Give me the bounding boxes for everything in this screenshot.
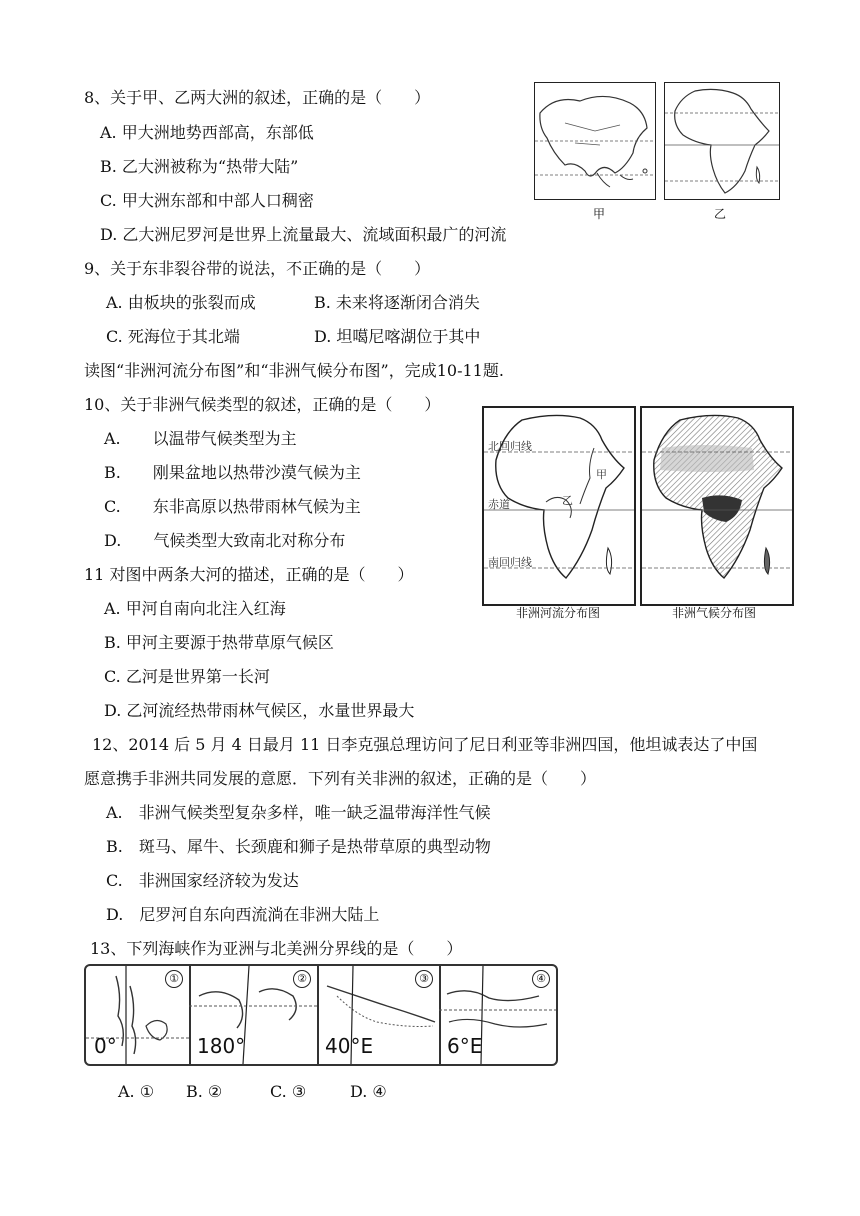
q8-option-a: A. 甲大洲地势西部高，东部低 [100,123,314,142]
label-river-jia: 甲 [596,468,607,481]
q13-stem: 13、下列海峡作为亚洲与北美洲分界线的是（ ） [90,939,463,958]
q10-stem: 10、关于非洲气候类型的叙述，正确的是（ ） [84,395,441,414]
q9-option-b: B. 未来将逐渐闭合消失 [314,293,480,312]
q13-option-d: D. ④ [350,1082,387,1101]
q12-stem-line1: 12、2014 后 5 月 4 日最月 11 日李克强总理访问了尼日利亚等非洲四国，他坦诚表达了中国 [92,735,758,754]
q12-option-c: C. 非洲国家经济较为发达 [106,871,299,890]
africa-river-map [482,406,636,606]
q9-option-d: D. 坦噶尼喀湖位于其中 [314,327,481,346]
africa-climate-map [640,406,794,606]
label-river-yi: 乙 [562,494,573,507]
intro-q10-11: 读图“非洲河流分布图”和“非洲气候分布图”，完成10-11题. [84,361,504,380]
africa-map-small-drawing [665,83,779,199]
strait-panel-2 [189,966,319,1064]
q11-option-d: D. 乙河流经热带雨林气候区，水量世界最大 [104,701,415,720]
q8-option-b: B. 乙大洲被称为“热带大陆” [100,157,299,176]
label-tropic-capricorn: 南回归线 [488,556,532,569]
q10-option-b: B. 刚果盆地以热带沙漠气候为主 [104,463,361,482]
asia-map [534,82,656,200]
panel-4-longitude: 6°E [447,1034,483,1058]
q10-option-d: D. 气候类型大致南北对称分布 [104,531,346,550]
q12-option-a: A. 非洲气候类型复杂多样，唯一缺乏温带海洋性气候 [106,803,491,822]
q11-option-a: A. 甲河自南向北注入红海 [104,599,286,618]
africa-climate-drawing [642,408,792,604]
panel-4-number: ④ [532,970,550,988]
q11-stem: 11 对图中两条大河的描述，正确的是（ ） [84,565,414,584]
africa-map-small [664,82,780,200]
panel-3-longitude: 40°E [325,1034,374,1058]
q9-option-c: C. 死海位于其北端 [106,327,240,346]
q13-option-a: A. ① [118,1082,155,1101]
panel-1-number: ① [165,970,183,988]
asia-map-drawing [535,83,655,199]
q12-option-b: B. 斑马、犀牛、长颈鹿和狮子是热带草原的典型动物 [106,837,491,856]
q8-stem: 8、关于甲、乙两大洲的叙述，正确的是（ ） [84,88,431,107]
panel-2-number: ② [293,970,311,988]
label-tropic-cancer: 北回归线 [488,440,532,453]
q12-option-d: D. 尼罗河自东向西流淌在非洲大陆上 [106,905,380,924]
q11-option-c: C. 乙河是世界第一长河 [104,667,270,686]
q13-option-b: B. ② [186,1082,223,1101]
q9-stem: 9、关于东非裂谷带的说法，不正确的是（ ） [84,259,431,278]
q9-option-a: A. 由板块的张裂而成 [106,293,256,312]
strait-panel-3 [317,966,441,1064]
q11-option-b: B. 甲河主要源于热带草原气候区 [104,633,334,652]
panel-3-number: ③ [415,970,433,988]
q8-option-c: C. 甲大洲东部和中部人口稠密 [100,191,314,210]
q12-stem-line2: 愿意携手非洲共同发展的意愿．下列有关非洲的叙述，正确的是（ ） [84,769,597,788]
river-map-caption: 非洲河流分布图 [516,606,601,620]
q10-option-c: C. 东非高原以热带雨林气候为主 [104,497,361,516]
q10-option-a: A. 以温带气候类型为主 [104,429,297,448]
q8-option-d: D. 乙大洲尼罗河是世界上流量最大、流域面积最广的河流 [100,225,507,244]
strait-panel-1 [86,966,191,1064]
map-label-jia: 甲 [593,207,606,221]
strait-maps-strip [84,964,558,1066]
panel-1-longitude: 0° [94,1034,117,1058]
label-equator: 赤道 [488,498,510,511]
q13-option-c: C. ③ [270,1082,307,1101]
map-label-yi: 乙 [714,207,727,221]
strait-panel-4 [439,966,556,1064]
panel-2-longitude: 180° [197,1034,246,1058]
climate-map-caption: 非洲气候分布图 [672,606,757,620]
